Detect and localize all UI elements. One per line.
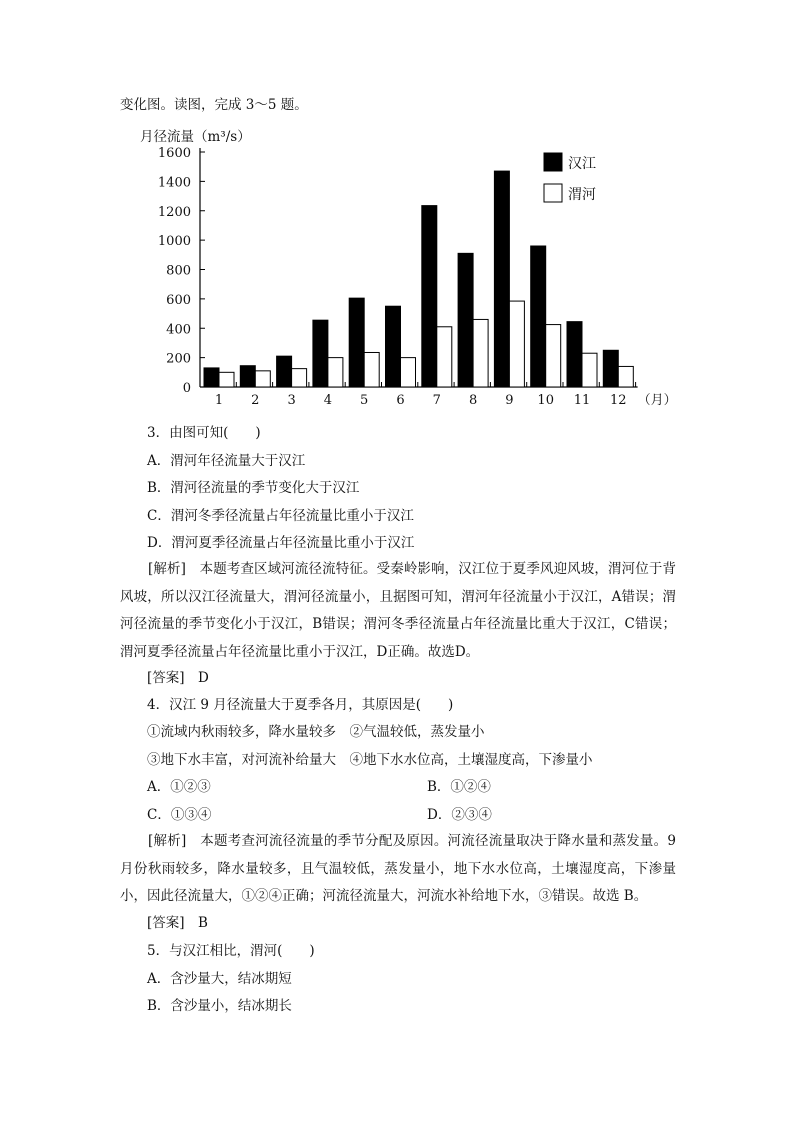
bar-hanjiang-month-10 — [531, 246, 546, 387]
bar-weihe-month-5 — [364, 352, 379, 387]
bar-hanjiang-month-7 — [422, 206, 437, 387]
legend-label-hanjiang: 汉江 — [568, 156, 596, 172]
bar-weihe-month-12 — [618, 366, 633, 387]
legend-label-weihe: 渭河 — [568, 187, 596, 203]
bar-weihe-month-9 — [509, 301, 524, 387]
q4-option-b: B．①②④ — [427, 779, 491, 795]
x-tick-label: 5 — [360, 393, 369, 408]
bar-weihe-month-6 — [401, 358, 416, 387]
bar-weihe-month-4 — [328, 358, 343, 387]
bar-hanjiang-month-1 — [204, 368, 219, 387]
y-tick-label: 0 — [182, 381, 191, 396]
x-tick-label: 7 — [432, 393, 441, 408]
bar-weihe-month-1 — [219, 372, 234, 387]
intro-line: 变化图。读图，完成 3～5 题。 — [120, 97, 308, 113]
bar-weihe-month-2 — [255, 371, 270, 387]
q4-answer: [答案] B — [147, 915, 208, 931]
bar-hanjiang-month-4 — [313, 320, 328, 387]
x-tick-label: 3 — [287, 393, 296, 408]
bar-weihe-month-11 — [582, 353, 597, 387]
q3-option-b: B．渭河径流量的季节变化大于汉江 — [147, 480, 360, 496]
bar-hanjiang-month-12 — [603, 350, 618, 387]
y-tick-label: 800 — [166, 263, 191, 279]
runoff-bar-chart — [140, 124, 677, 409]
q3-stem: 3．由图可知( ) — [147, 425, 261, 441]
q4-option-a: A．①②③ — [147, 779, 211, 795]
q4-option-c: C．①③④ — [147, 807, 212, 823]
bar-hanjiang-month-8 — [458, 253, 473, 387]
y-tick-label: 1000 — [157, 234, 191, 250]
q5-stem: 5．与汉江相比，渭河( ) — [147, 943, 315, 959]
q4-statements-2: ③地下水丰富，对河流补给量大 ④地下水水位高，土壤湿度高，下渗量小 — [147, 752, 593, 768]
q4-stem: 4．汉江 9 月径流量大于夏季各月，其原因是( ) — [147, 697, 454, 713]
chart-bars — [204, 171, 633, 387]
x-tick-label: 9 — [505, 393, 514, 408]
legend-swatch-hanjiang — [544, 153, 562, 171]
y-tick-label: 1400 — [157, 175, 191, 191]
q3-answer: [答案] D — [147, 670, 209, 686]
x-tick-label: 10 — [537, 393, 554, 408]
bar-weihe-month-8 — [473, 319, 488, 387]
bar-hanjiang-month-6 — [386, 306, 401, 387]
bar-hanjiang-month-3 — [277, 356, 292, 387]
bar-hanjiang-month-5 — [349, 298, 364, 387]
x-tick-label: 6 — [396, 393, 405, 408]
y-axis-title: 月径流量（m³/s） — [140, 129, 251, 145]
q4-option-d: D．②③④ — [427, 807, 492, 823]
x-tick-label: 11 — [573, 393, 591, 408]
x-tick-label: 2 — [251, 393, 260, 408]
bar-hanjiang-month-9 — [494, 171, 509, 387]
q3-option-d: D．渭河夏季径流量占年径流量比重小于汉江 — [147, 535, 415, 551]
x-tick-label: 12 — [610, 393, 627, 408]
bar-weihe-month-10 — [546, 325, 561, 387]
bar-hanjiang-month-2 — [240, 366, 255, 387]
y-tick-label: 1600 — [157, 146, 191, 161]
q5-option-b: B．含沙量小，结冰期长 — [147, 998, 292, 1014]
bar-hanjiang-month-11 — [567, 322, 582, 387]
y-tick-label: 600 — [166, 292, 191, 308]
x-axis-unit: （月） — [637, 393, 677, 408]
y-tick-label: 400 — [166, 322, 191, 338]
x-tick-label: 1 — [214, 393, 224, 408]
q4-statements-1: ①流域内秋雨较多，降水量较多 ②气温较低，蒸发量小 — [147, 724, 485, 740]
q3-analysis: [解析] 本题考查区域河流径流特征。受秦岭影响，汉江位于夏季风迎风坡，渭河位于背风坡，所以汉江径流量大，渭河径流量小，且据图可知，渭河年径流量小于汉江，A错误；渭河径流量的季节变化小于汉江，B错误；渭河冬季径流量占年径流量比重大于汉江，C错误；渭河夏季径流量占年径流量比重小于汉江，D正确。故选D。 — [120, 561, 676, 660]
chart-legend — [544, 153, 596, 203]
x-tick-label: 4 — [323, 393, 333, 408]
bar-weihe-month-7 — [437, 327, 452, 387]
q4-analysis: [解析] 本题考查河流径流量的季节分配及原因。河流径流量取决于降水量和蒸发量。9 月份秋雨较多，降水量较多，且气温较低，蒸发量小，地下水水位高，土壤湿度高，下渗量小，因此径流量大，①②④正确；河流径流量大，河流水补给地下水，③错误。故选 B。 — [120, 833, 676, 904]
bar-weihe-month-3 — [292, 369, 307, 387]
y-tick-label: 200 — [166, 351, 191, 367]
y-tick-label: 1200 — [157, 204, 191, 220]
legend-swatch-weihe — [544, 184, 562, 202]
x-tick-label: 8 — [468, 393, 478, 408]
q3-option-a: A．渭河年径流量大于汉江 — [147, 453, 306, 469]
q5-option-a: A．含沙量大，结冰期短 — [147, 971, 292, 987]
q3-option-c: C．渭河冬季径流量占年径流量比重小于汉江 — [147, 508, 414, 524]
